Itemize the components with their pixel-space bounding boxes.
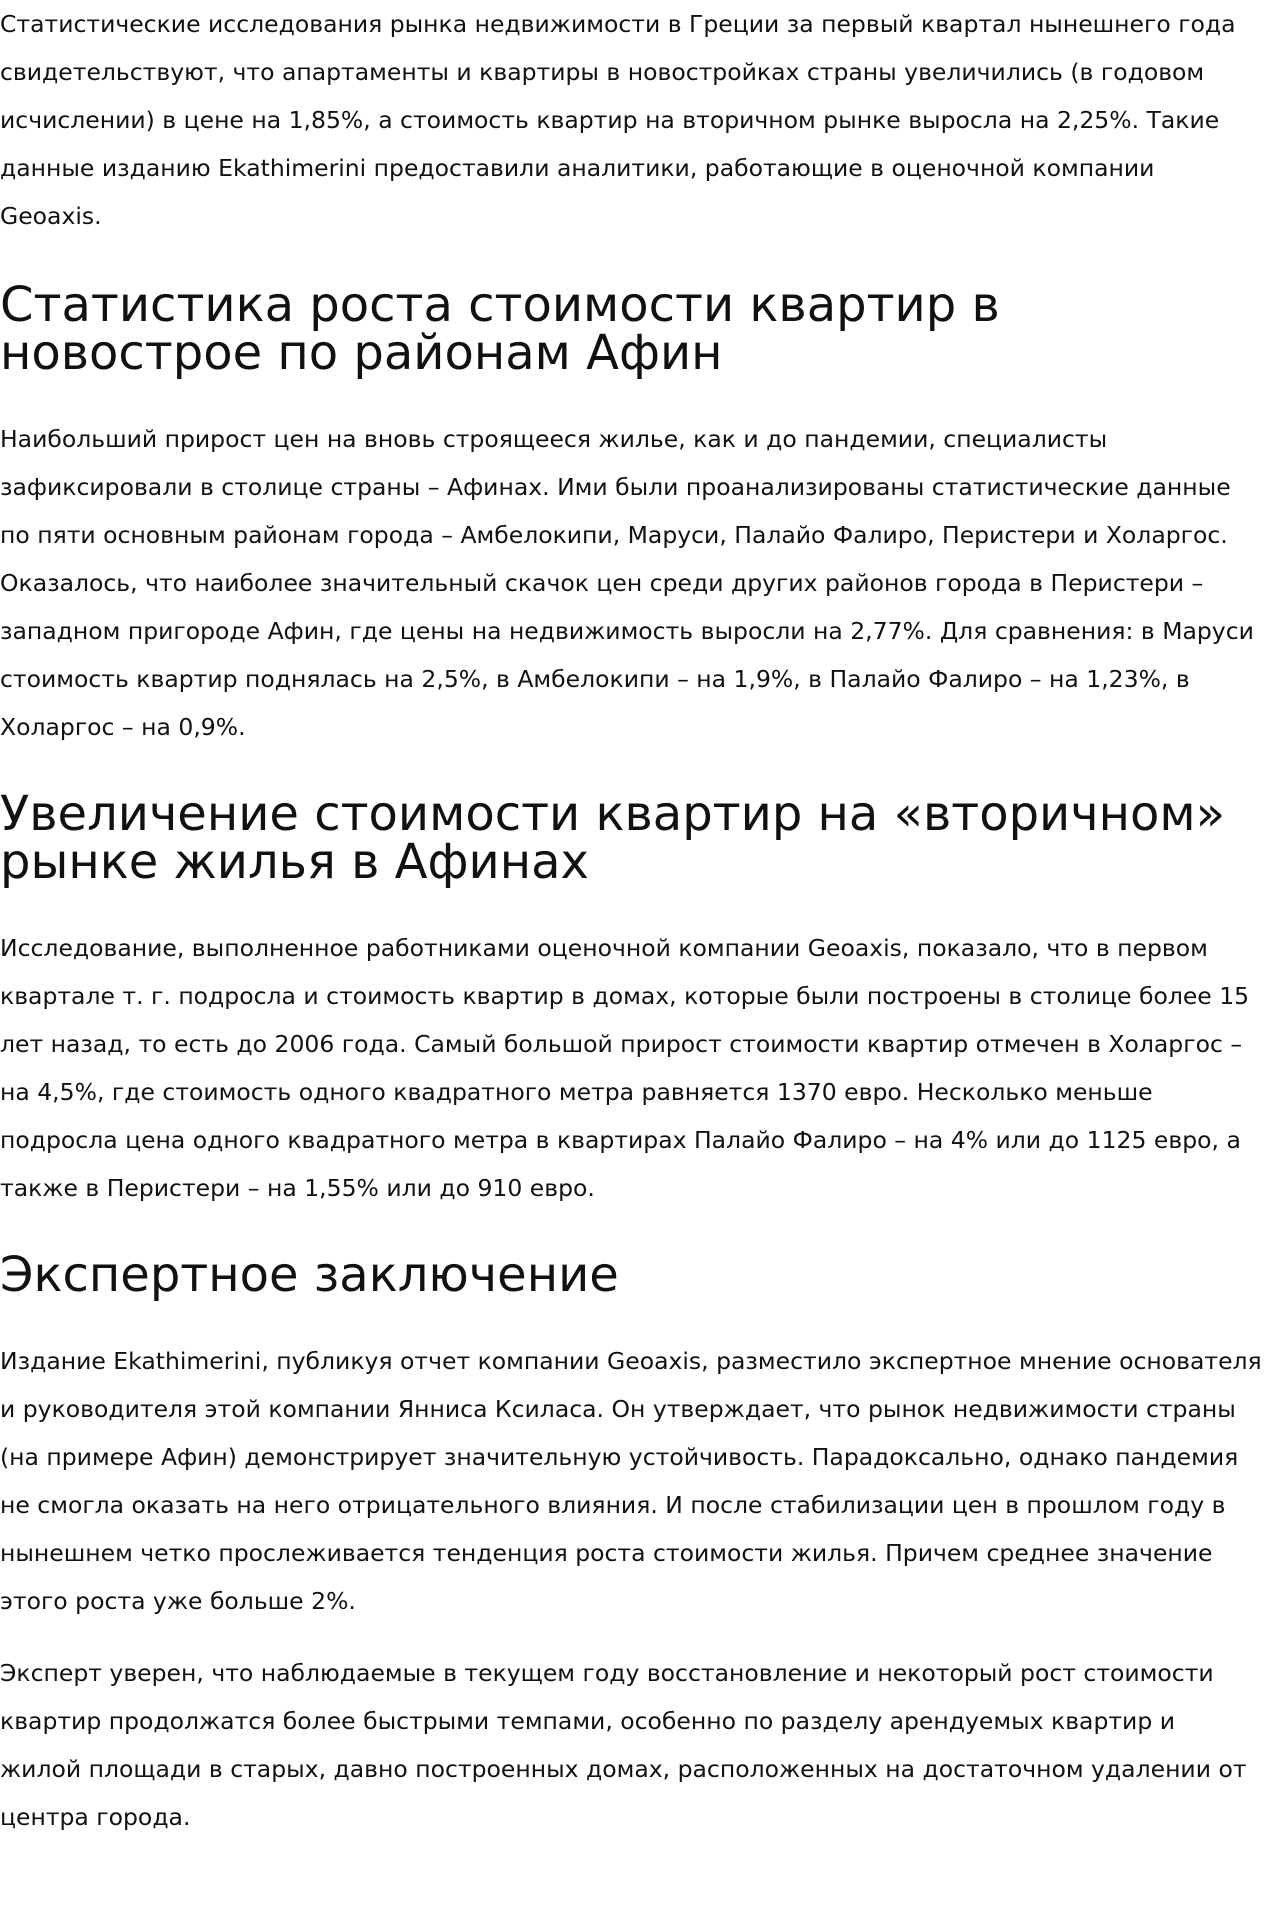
section-paragraph: Исследование, выполненное работниками оценочной компании Geoaxis, показало, что в первом квартале т. г. подросла и стоимость квартир в домах, которые были построены в столице более 15 лет назад, то есть до 2006 года. Самый большой прирост стоимости квартир отмечен в Холаргос – на 4,5%, где стоимость одного квадратного метра равняется 1370 евро. Несколько меньше подросла цена одного квадратного метра в квартирах Палайо Фалиро – на 4% или до 1125 евро, а также в Перистери – на 1,55% или до 910 евро. bbox=[0, 934, 1250, 1202]
section-heading-secondary-market: Увеличение стоимости квартир на «вторичном» рынке жилья в Афинах bbox=[0, 786, 1225, 890]
section-heading-expert-opinion: Экспертное заключение bbox=[0, 1247, 619, 1303]
intro-paragraph: Статистические исследования рынка недвижимости в Греции за первый квартал нынешнего года свидетельствуют, что апартаменты и квартиры в новостройках страны увеличились (в годовом исчислении) в цене на 1,85%, а стоимость квартир на вторичном рынке выросла на 2,25%. Такие данные изданию Ekathimerini предоставили аналитики, работающие в оценочной компании Geoaxis. bbox=[0, 10, 1236, 230]
section-paragraph: Эксперт уверен, что наблюдаемые в текущем году восстановление и некоторый рост стоимости квартир продолжатся более быстрыми темпами, особенно по разделу арендуемых квартир и жилой площади в старых, давно построенных домах, расположенных на достаточном удалении от центра города. bbox=[0, 1659, 1247, 1831]
section-heading-new-builds: Статистика роста стоимости квартир в новострое по районам Афин bbox=[0, 277, 1000, 381]
section-paragraph: Наибольший прирост цен на вновь строящееся жилье, как и до пандемии, специалисты зафиксировали в столице страны – Афинах. Ими были проанализированы статистические данные по пяти основным районам города – Амбелокипи, Маруси, Палайо Фалиро, Перистери и Холаргос. Оказалось, что наиболее значительный скачок цен среди других районов города в Перистери – западном пригороде Афин, где цены на недвижимость выросли на 2,77%. Для сравнения: в Маруси стоимость квартир поднялась на 2,5%, в Амбелокипи – на 1,9%, в Палайо Фалиро – на 1,23%, в Холаргос – на 0,9%. bbox=[0, 425, 1254, 741]
section-paragraph: Издание Ekathimerini, публикуя отчет компании Geoaxis, разместило экспертное мнение основателя и руководителя этой компании Янниса Ксиласа. Он утверждает, что рынок недвижимости страны (на примере Афин) демонстрирует значительную устойчивость. Парадоксально, однако пандемия не смогла оказать на него отрицательного влияния. И после стабилизации цен в прошлом году в нынешнем четко прослеживается тенденция роста стоимости жилья. Причем среднее значение этого роста уже больше 2%. bbox=[0, 1347, 1262, 1615]
